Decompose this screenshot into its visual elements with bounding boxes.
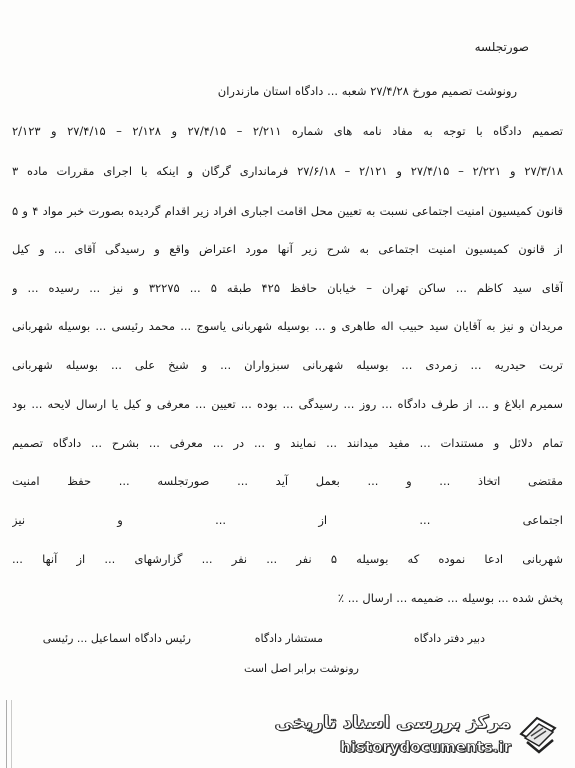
body-line-last: پخش شده ... بوسیله ... ضمیمه ... ارسال ... ٪ [337,591,563,605]
body-line: آقای سید کاظم ... ساکن تهران – خیابان حافظ ۴۲۵ طبقه ۵ ... ۳۲۲۷۵ و نیز ... رسیده ... و [12,281,563,295]
signature-presiding-judge: رئیس دادگاه اسماعیل ... رئیسی [42,632,191,645]
watermark-title: مرکز بررسی اسناد تاریخی [274,712,511,733]
body-line: اجتماعی ... از ... و نیز [12,513,563,527]
signature-court-clerk: دبیر دفتر دادگاه [413,632,485,645]
body-line: سمیرم ابلاغ و ... از طرف دادگاه ... روز ... رسیدگی ... بوده ... تعیین ... معرفی و کیل یا ارسال لایحه ... بود [12,397,563,411]
body-line: تربت حیدریه ... زمردی ... بوسیله شهربانی سبزواران ... و شیخ علی ... بوسیله شهربانی [12,358,563,372]
body-line: شهربانی ادعا نموده که بوسیله ۵ نفر ... نفر ... گزارشهای ... از آنها ... [12,552,563,566]
body-line: ۲۷/۳/۱۸ و ۲/۲۲۱ – ۲۷/۴/۱۵ و ۲/۱۲۱ – ۲۷/۶/۱۸ فرمانداری گرگان و اینکه با اجرای مقررات ماده ۳ [12,164,563,178]
body-line: تصمیم دادگاه با توجه به مفاد نامه های شماره ۲/۲۱۱ – ۲۷/۴/۱۵ و ۲/۱۲۸ – ۲۷/۴/۱۵ و ۲/۱۲۳ [12,124,563,138]
watermark-url: historydocuments.ir [340,738,511,756]
body-line: تمام دلائل و مستندات ... مفید میدانند ... نمایند و ... در ... معرفی ... بشرح ... دادگاه تصمیم [12,436,563,450]
body-line: قانون کمیسیون امنیت اجتماعی نسبت به تعیین محل اقامت اجباری افراد زیر اقدام گردیده بصورت خبر مواد ۴ و ۵ [12,204,563,218]
document-archive-logo-icon [517,714,559,756]
document-reference-line: رونوشت تصمیم مورخ ۲۷/۴/۲۸ شعبه ... دادگاه استان مازندران [217,84,517,98]
watermark [275,706,565,762]
body-line: از قانون کمیسیون امنیت اجتماعی به شرح زیر آنها مورد اعتراض واقع و رسیدگی آقای ... و کیل [12,242,563,256]
signature-advisor: مستشار دادگاه [254,632,323,645]
body-line: مقتضی اتخاذ ... و ... بعمل آید ... صورتجلسه ... حفظ امنیت [12,474,563,488]
scan-edge-mark [6,700,12,768]
body-line: مریدان و نیز به آقایان سید حبیب اله طاهری و ... بوسیله شهربانی یاسوج ... محمد رئیسی ... بوسیله شهربانی [12,319,563,333]
document-heading: صورتجلسه [474,40,529,54]
certified-copy-note: رونوشت برابر اصل است [244,662,359,675]
